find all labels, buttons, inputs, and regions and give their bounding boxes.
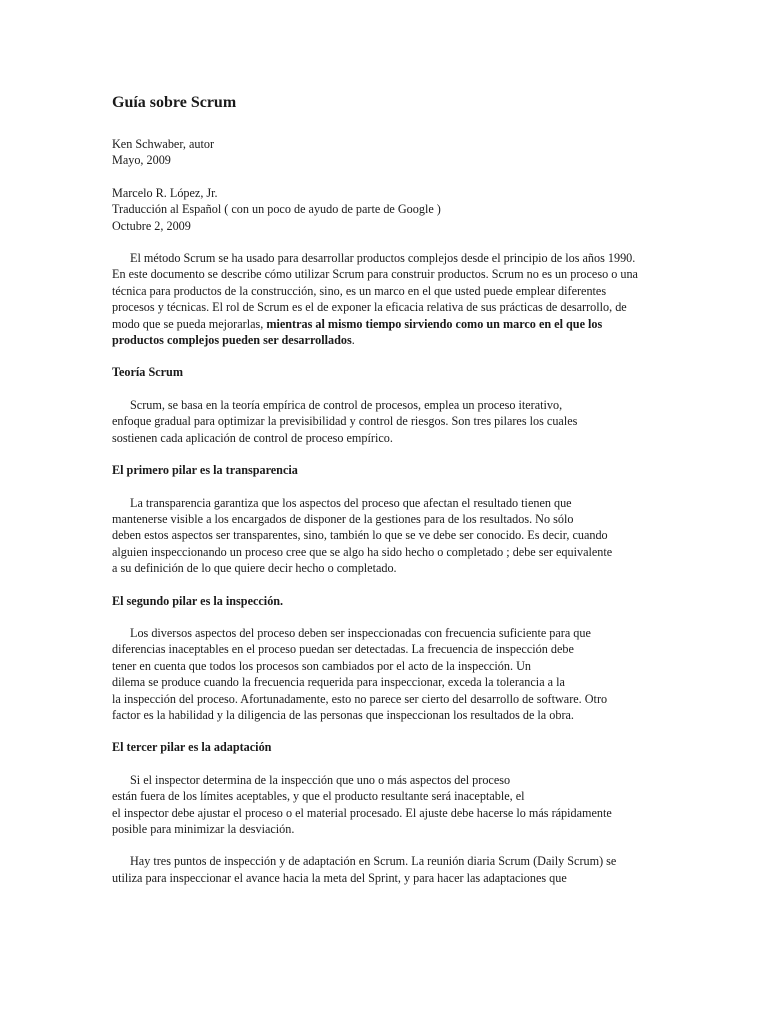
- emphasis-text: mientras al mismo tiempo sirviendo como un marco en el que los: [266, 316, 603, 331]
- paragraph-line: [112, 316, 657, 332]
- paragraph-line: [112, 332, 657, 348]
- paragraph-line: dilema se produce cuando la frecuencia requerida para inspeccionar, exceda la tolerancia a la: [112, 675, 565, 690]
- emphasis-text: productos complejos pueden ser desarrollados: [112, 333, 352, 348]
- paragraph-line: factor es la habilidad y la diligencia de las personas que inspeccionan los resultados de la obra.: [112, 707, 574, 722]
- paragraph-line: deben estos aspectos ser transparentes, sino, también lo que se ve debe ser conocido. Es decir, cuando: [112, 528, 608, 543]
- closing-paragraph: [112, 853, 657, 886]
- paragraph-line: posible para minimizar la desviación.: [112, 822, 295, 836]
- date-line: Mayo, 2009: [112, 153, 171, 168]
- inspection-paragraph: [112, 625, 657, 723]
- paragraph-line: La transparencia garantiza que los aspectos del proceso que afectan el resultado tienen que: [130, 495, 572, 510]
- adaptation-paragraph: [112, 772, 657, 838]
- paragraph-text: .: [351, 333, 355, 348]
- paragraph-line: Hay tres puntos de inspección y de adaptación en Scrum. La reunión diaria Scrum (Daily Scrum) se: [130, 854, 617, 869]
- paragraph-line: la inspección del proceso. Afortunadamente, esto no parece ser cierto del desarrollo de software. Otro: [112, 691, 608, 706]
- paragraph-line: mantenerse visible a los encargados de disponer de la gestiones para de los resultados. No sólo: [112, 511, 574, 526]
- paragraph-line: diferencias inaceptables en el proceso puedan ser detectadas. La frecuencia de inspección debe: [112, 642, 574, 657]
- author-block: [112, 136, 657, 169]
- section-heading-transparency: El primero pilar es la transparencia: [112, 463, 298, 478]
- paragraph-line: El método Scrum se ha usado para desarrollar productos complejos desde el principio de los años 1990.: [130, 251, 636, 266]
- paragraph-line: técnica para productos de la construcción, sino, es un marco en el que usted puede emplear diferentes: [112, 283, 607, 298]
- author-line: Ken Schwaber, autor: [112, 137, 215, 151]
- translation-note-line: Traducción al Español ( con un poco de ayudo de parte de Google ): [112, 202, 441, 217]
- paragraph-line: sostienen cada aplicación de control de proceso empírico.: [112, 430, 393, 445]
- section-heading-adaptation: El tercer pilar es la adaptación: [112, 740, 272, 755]
- paragraph-line: tener en cuenta que todos los procesos son cambiados por el acto de la inspección. Un: [112, 658, 531, 673]
- paragraph-line: a su definición de lo que quiere decir hecho o completado.: [112, 561, 397, 576]
- theory-paragraph: [112, 397, 657, 446]
- paragraph-line: Si el inspector determina de la inspección que uno o más aspectos del proceso: [130, 772, 511, 787]
- document-page: [112, 92, 657, 902]
- translation-date-line: Octubre 2, 2009: [112, 218, 191, 233]
- transparency-paragraph: [112, 495, 657, 577]
- section-heading-theory: Teoría Scrum: [112, 365, 183, 380]
- translator-line: Marcelo R. López, Jr.: [112, 185, 218, 200]
- paragraph-line: procesos y técnicas. El rol de Scrum es el de exponer la eficacia relativa de sus prácticas de desarrollo, de: [112, 300, 627, 315]
- document-title: Guía sobre Scrum: [112, 94, 237, 111]
- section-heading-inspection: El segundo pilar es la inspección.: [112, 593, 284, 608]
- paragraph-line: enfoque gradual para optimizar la previsibilidad y control de riesgos. Son tres pilares los cuales: [112, 414, 578, 429]
- paragraph-line: alguien inspeccionando un proceso cree que se algo ha sido hecho o completado ; debe ser equivalente: [112, 544, 613, 559]
- intro-paragraph: [112, 250, 657, 348]
- paragraph-line: En este documento se describe cómo utilizar Scrum para construir productos. Scrum no es un proceso o una: [112, 267, 638, 282]
- paragraph-line: Los diversos aspectos del proceso deben ser inspeccionadas con frecuencia suficiente para que: [130, 625, 591, 640]
- paragraph-text: modo que se pueda mejorarlas,: [112, 316, 267, 331]
- paragraph-line: Scrum, se basa en la teoría empírica de control de procesos, emplea un proceso iterativo,: [130, 397, 563, 412]
- paragraph-line: están fuera de los límites aceptables, y que el producto resultante será inaceptable, el: [112, 789, 525, 804]
- paragraph-line: utiliza para inspeccionar el avance hacia la meta del Sprint, y para hacer las adaptaciones que: [112, 870, 567, 885]
- paragraph-line: el inspector debe ajustar el proceso o el material procesado. El ajuste debe hacerse lo más rápidamente: [112, 805, 612, 820]
- translator-block: [112, 185, 657, 234]
